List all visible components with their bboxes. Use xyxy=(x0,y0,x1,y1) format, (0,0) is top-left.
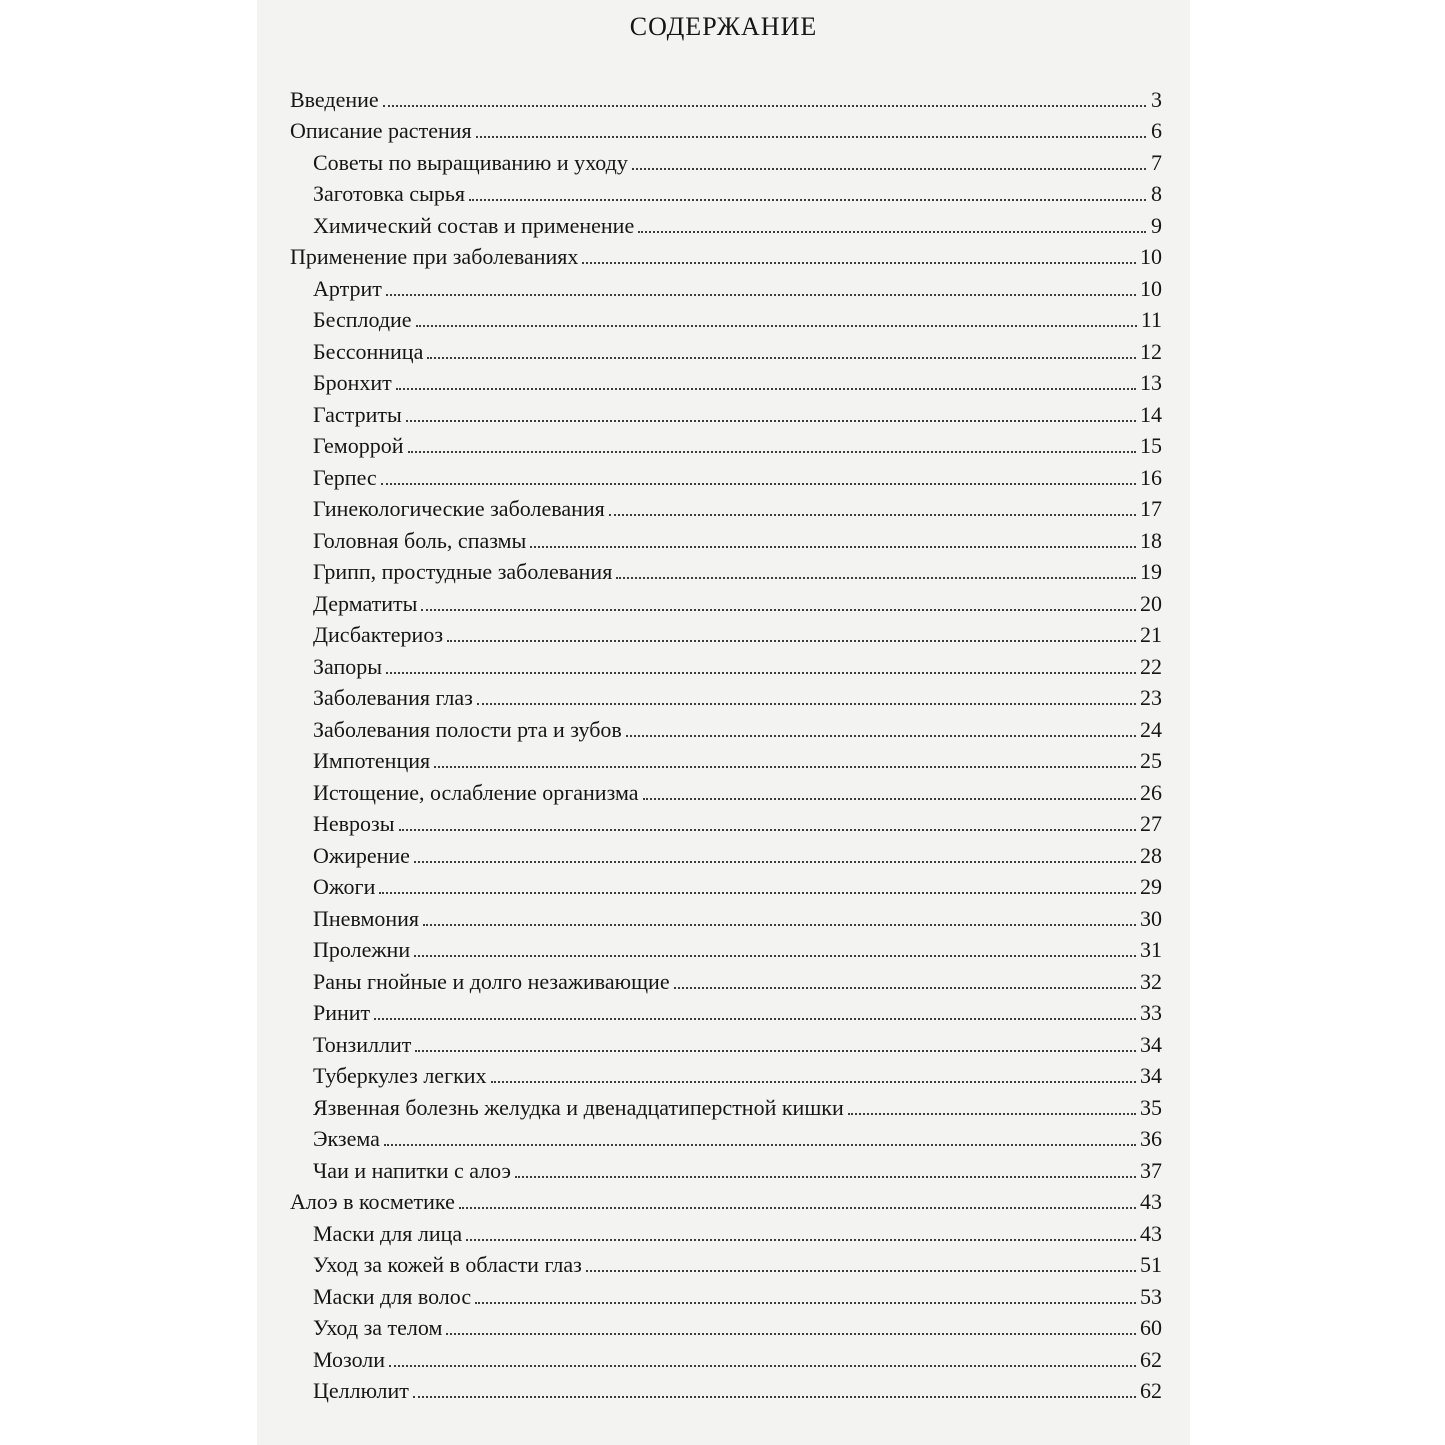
toc-entry-page-number: 20 xyxy=(1140,590,1162,616)
toc-entry-title: Советы по выращиванию и уходу xyxy=(313,149,628,175)
toc-entry-page-number: 60 xyxy=(1140,1315,1162,1340)
toc-entry-page-number: 43 xyxy=(1140,1220,1162,1246)
toc-entry-page-number: 30 xyxy=(1140,905,1162,931)
toc-entry-title: Химический состав и применение xyxy=(313,212,635,238)
toc-entry-page-number: 18 xyxy=(1140,527,1162,553)
toc-entry-title: Геморрой xyxy=(313,433,404,458)
toc-entry-title: Раны гнойные и долго незаживающие xyxy=(313,968,670,994)
toc-entry-title: Дисбактериоз xyxy=(313,622,444,647)
dot-leader xyxy=(632,168,1146,170)
toc-entry-page-number: 6 xyxy=(1151,118,1162,143)
dot-leader xyxy=(491,1081,1136,1083)
toc-entry-page-number: 62 xyxy=(1140,1346,1162,1372)
toc-entry-title: Бесплодие xyxy=(313,307,412,332)
toc-entry-title: Заготовка сырья xyxy=(313,181,466,206)
toc-entry-page-number: 36 xyxy=(1140,1126,1162,1151)
toc-entry-page-number: 24 xyxy=(1140,716,1162,742)
toc-entry xyxy=(290,554,1162,586)
toc-entry xyxy=(290,1341,1162,1373)
toc-entry-title: Герпес xyxy=(313,464,377,490)
toc-entry-page-number: 34 xyxy=(1140,1063,1162,1088)
toc-entry xyxy=(290,1215,1162,1247)
toc-entry-page-number: 27 xyxy=(1140,811,1162,836)
toc-entry-title: Истощение, ослабление организма xyxy=(313,779,639,805)
toc-entry-page-number: 16 xyxy=(1140,464,1162,490)
toc-entry xyxy=(290,239,1162,271)
dot-leader xyxy=(386,672,1136,674)
toc-entry xyxy=(290,743,1162,775)
toc-entry-title: Язвенная болезнь желудка и двенадцатиперстной кишки xyxy=(313,1094,844,1120)
toc-entry-title: Запоры xyxy=(313,653,383,679)
toc-entry-title: Введение xyxy=(290,86,379,112)
toc-entry-title: Гинекологические заболевания xyxy=(313,496,605,521)
dot-leader xyxy=(466,1239,1136,1241)
toc-entry-title: Экзема xyxy=(313,1126,380,1151)
toc-entry-title: Бронхит xyxy=(313,370,392,395)
toc-entry-title: Туберкулез легких xyxy=(313,1063,487,1088)
toc-entry xyxy=(290,396,1162,428)
toc-entry-title: Маски для лица xyxy=(313,1220,463,1246)
toc-entry xyxy=(290,1373,1162,1405)
toc-entry-title: Применение при заболеваниях xyxy=(290,244,579,269)
dot-leader xyxy=(421,609,1136,611)
toc-entry-title: Тонзиллит xyxy=(313,1031,412,1057)
dot-leader xyxy=(459,1207,1136,1209)
dot-leader xyxy=(374,1018,1136,1020)
toc-entry-title: Гастриты xyxy=(313,401,402,427)
toc-entry xyxy=(290,522,1162,554)
dot-leader xyxy=(427,357,1136,359)
toc-entry-page-number: 3 xyxy=(1151,86,1162,112)
toc-entry-page-number: 43 xyxy=(1140,1189,1162,1214)
toc-entry xyxy=(290,585,1162,617)
toc-entry-title: Ринит xyxy=(313,1000,371,1025)
dot-leader xyxy=(384,1144,1136,1146)
dot-leader xyxy=(406,420,1136,422)
toc-entry-title: Уход за кожей в области глаз xyxy=(313,1252,582,1277)
toc-entry-page-number: 19 xyxy=(1140,559,1162,584)
dot-leader xyxy=(381,483,1136,485)
dot-leader xyxy=(389,1365,1136,1367)
toc-entry-title: Артрит xyxy=(313,275,382,301)
toc-entry-title: Ожоги xyxy=(313,874,376,899)
toc-entry xyxy=(290,1026,1162,1058)
dot-leader xyxy=(423,924,1136,926)
dot-leader xyxy=(408,451,1136,453)
toc-entry-title: Головная боль, спазмы xyxy=(313,527,527,553)
dot-leader xyxy=(383,105,1146,107)
dot-leader xyxy=(469,199,1146,201)
book-page xyxy=(257,0,1190,1445)
toc-entry xyxy=(290,459,1162,491)
toc-entry-page-number: 21 xyxy=(1140,622,1162,647)
toc-entry xyxy=(290,207,1162,239)
toc-entry xyxy=(290,806,1162,838)
table-of-contents xyxy=(290,81,1162,1404)
toc-entry xyxy=(290,869,1162,901)
dot-leader xyxy=(848,1113,1136,1115)
toc-entry xyxy=(290,81,1162,113)
toc-entry-title: Алоэ в косметике xyxy=(290,1189,455,1214)
toc-entry xyxy=(290,270,1162,302)
toc-entry xyxy=(290,491,1162,523)
toc-entry-page-number: 62 xyxy=(1140,1378,1162,1403)
dot-leader xyxy=(476,136,1146,138)
toc-entry-page-number: 29 xyxy=(1140,874,1162,899)
toc-entry-page-number: 25 xyxy=(1140,748,1162,773)
toc-entry xyxy=(290,711,1162,743)
toc-entry xyxy=(290,1184,1162,1216)
toc-entry-title: Пролежни xyxy=(313,937,411,962)
toc-entry-page-number: 28 xyxy=(1140,842,1162,868)
dot-leader xyxy=(413,1396,1136,1398)
toc-entry-page-number: 31 xyxy=(1140,937,1162,962)
toc-entry xyxy=(290,648,1162,680)
toc-entry xyxy=(290,176,1162,208)
dot-leader xyxy=(399,829,1136,831)
toc-entry xyxy=(290,1121,1162,1153)
toc-entry-title: Целлюлит xyxy=(313,1378,409,1403)
dot-leader xyxy=(674,987,1136,989)
toc-entry-page-number: 26 xyxy=(1140,779,1162,805)
dot-leader xyxy=(616,577,1136,579)
toc-entry-page-number: 11 xyxy=(1140,307,1162,332)
toc-entry xyxy=(290,617,1162,649)
dot-leader xyxy=(434,766,1136,768)
toc-entry xyxy=(290,932,1162,964)
toc-entry-page-number: 8 xyxy=(1151,181,1162,206)
toc-entry xyxy=(290,900,1162,932)
toc-entry xyxy=(290,1089,1162,1121)
dot-leader xyxy=(416,325,1137,327)
toc-entry xyxy=(290,302,1162,334)
toc-entry-page-number: 13 xyxy=(1140,370,1162,395)
toc-entry xyxy=(290,144,1162,176)
toc-entry-page-number: 14 xyxy=(1140,401,1162,427)
toc-entry xyxy=(290,1152,1162,1184)
toc-entry xyxy=(290,428,1162,460)
toc-entry-page-number: 33 xyxy=(1140,1000,1162,1025)
dot-leader xyxy=(638,231,1146,233)
toc-entry-title: Заболевания глаз xyxy=(313,685,473,710)
toc-entry-title: Чаи и напитки с алоэ xyxy=(313,1157,511,1183)
toc-entry-title: Дерматиты xyxy=(313,590,418,616)
toc-entry-page-number: 51 xyxy=(1140,1252,1162,1277)
toc-entry xyxy=(290,1278,1162,1310)
toc-entry-page-number: 22 xyxy=(1140,653,1162,679)
toc-entry xyxy=(290,1247,1162,1279)
dot-leader xyxy=(515,1176,1136,1178)
page-title: СОДЕРЖАНИЕ xyxy=(629,12,818,41)
toc-entry xyxy=(290,963,1162,995)
toc-entry-page-number: 35 xyxy=(1140,1094,1162,1120)
toc-entry-page-number: 34 xyxy=(1140,1031,1162,1057)
toc-entry-page-number: 23 xyxy=(1140,685,1162,710)
toc-entry xyxy=(290,680,1162,712)
dot-leader xyxy=(415,1050,1136,1052)
toc-entry-page-number: 7 xyxy=(1151,149,1162,175)
toc-entry-title: Бессонница xyxy=(313,338,424,364)
dot-leader xyxy=(447,640,1136,642)
toc-entry-title: Ожирение xyxy=(313,842,410,868)
dot-leader xyxy=(586,1270,1136,1272)
toc-entry-page-number: 17 xyxy=(1140,496,1162,521)
toc-entry xyxy=(290,113,1162,145)
toc-entry-page-number: 53 xyxy=(1140,1283,1162,1309)
dot-leader xyxy=(609,514,1136,516)
dot-leader xyxy=(582,262,1136,264)
toc-entry-page-number: 15 xyxy=(1140,433,1162,458)
toc-entry-page-number: 9 xyxy=(1151,212,1162,238)
toc-entry xyxy=(290,837,1162,869)
toc-entry-page-number: 10 xyxy=(1140,244,1162,269)
toc-entry xyxy=(290,333,1162,365)
toc-entry-title: Заболевания полости рта и зубов xyxy=(313,716,622,742)
dot-leader xyxy=(530,546,1136,548)
dot-leader xyxy=(386,294,1136,296)
toc-entry-page-number: 37 xyxy=(1140,1157,1162,1183)
dot-leader xyxy=(396,388,1136,390)
toc-entry-title: Уход за телом xyxy=(313,1315,443,1340)
toc-entry-title: Описание растения xyxy=(290,118,472,143)
dot-leader xyxy=(414,861,1136,863)
toc-entry xyxy=(290,774,1162,806)
toc-entry-title: Импотенция xyxy=(313,748,431,773)
dot-leader xyxy=(643,798,1137,800)
dot-leader xyxy=(379,892,1136,894)
toc-entry-title: Грипп, простудные заболевания xyxy=(313,559,613,584)
toc-entry-page-number: 12 xyxy=(1140,338,1162,364)
toc-entry-title: Пневмония xyxy=(313,905,420,931)
toc-entry-title: Неврозы xyxy=(313,811,395,836)
toc-entry xyxy=(290,1058,1162,1090)
toc-entry xyxy=(290,1310,1162,1342)
toc-entry-page-number: 10 xyxy=(1140,275,1162,301)
toc-entry-page-number: 32 xyxy=(1140,968,1162,994)
toc-entry xyxy=(290,995,1162,1027)
dot-leader xyxy=(477,703,1136,705)
dot-leader xyxy=(414,955,1136,957)
dot-leader xyxy=(626,735,1136,737)
dot-leader xyxy=(475,1302,1136,1304)
dot-leader xyxy=(446,1333,1136,1335)
toc-entry-title: Маски для волос xyxy=(313,1283,472,1309)
toc-entry-title: Мозоли xyxy=(313,1346,386,1372)
toc-entry xyxy=(290,365,1162,397)
